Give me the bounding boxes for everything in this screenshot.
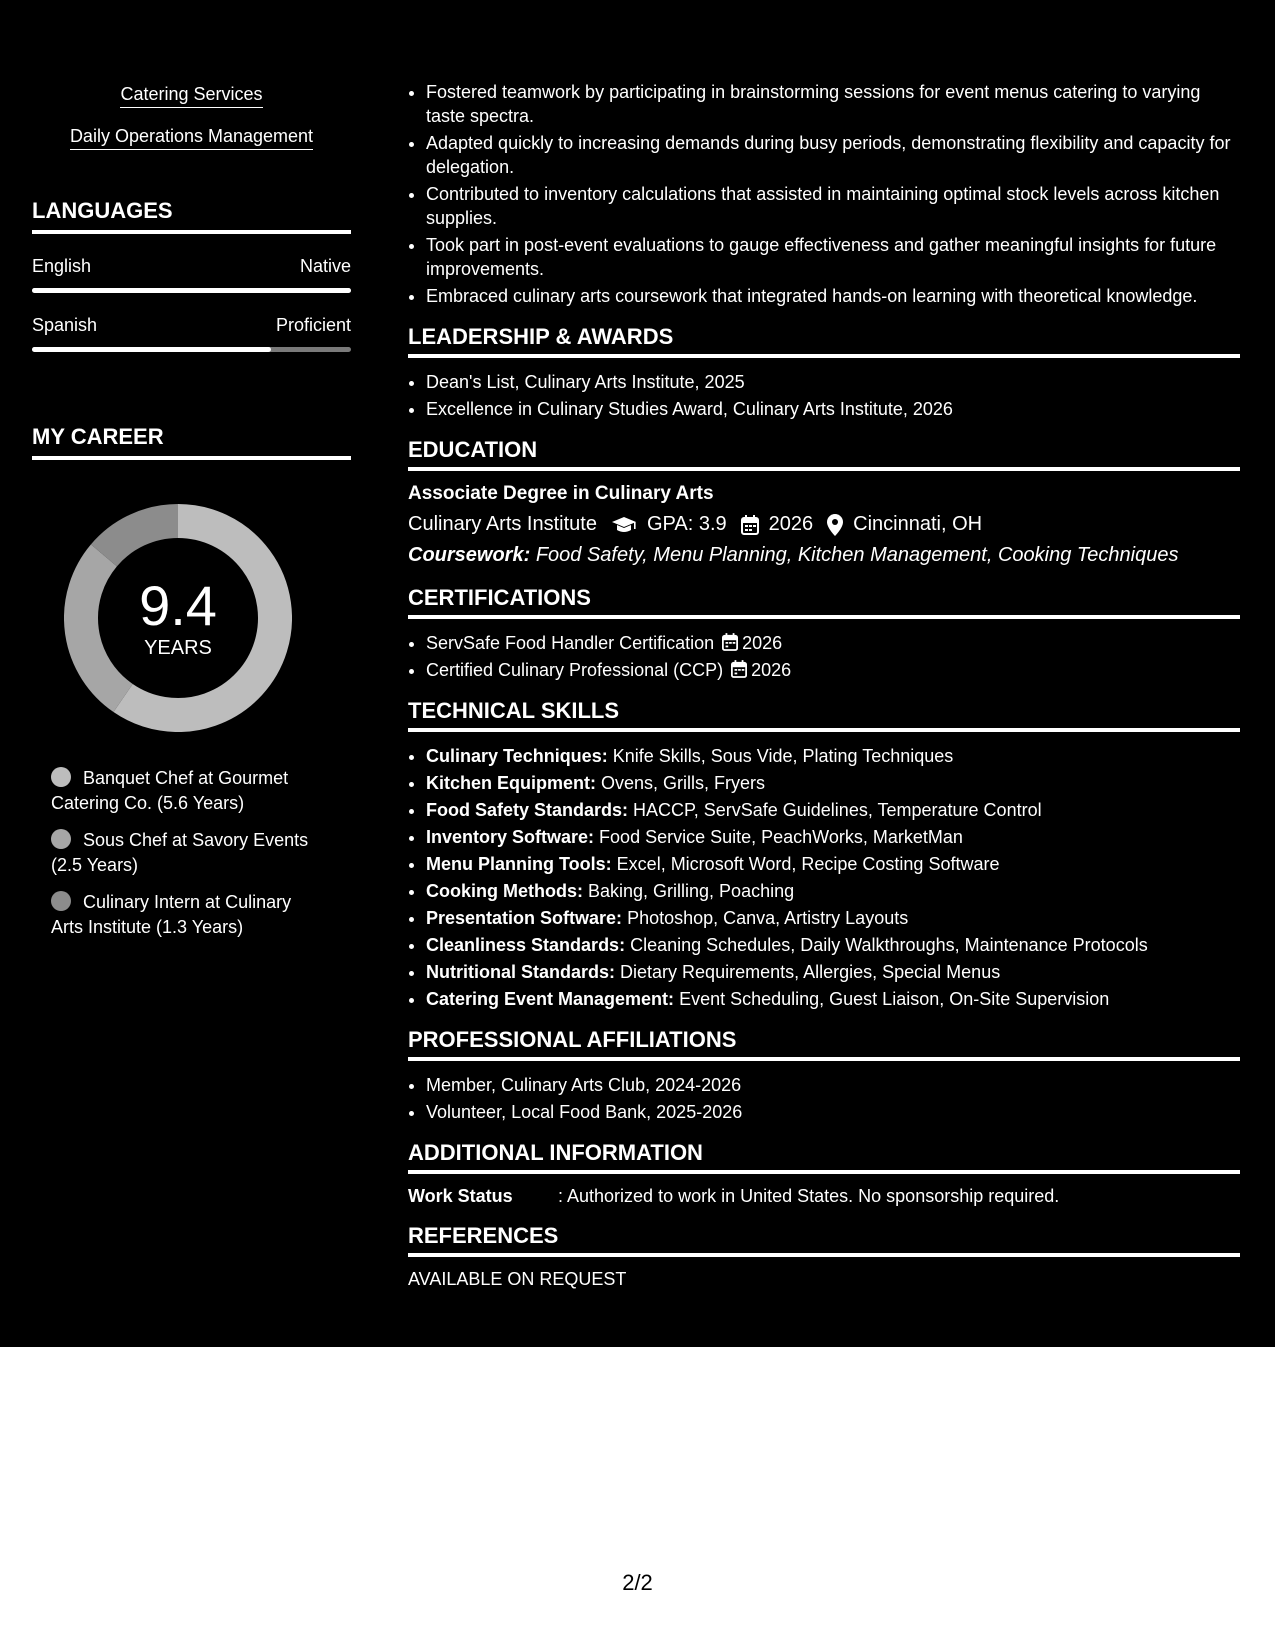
certification-item — [426, 631, 1240, 655]
technical-skill-item — [426, 744, 1240, 768]
experience-bullet: • Contributed to inventory calculations that assisted in maintaining optimal stock levels across kitchen supplies. — [426, 182, 1240, 230]
leadership-item: • Excellence in Culinary Studies Award, Culinary Arts Institute, 2026 — [426, 397, 1240, 421]
certification-name: ServSafe Food Handler Certification — [426, 633, 715, 653]
technical-skill-item — [426, 771, 1240, 795]
calendar-icon — [741, 515, 759, 535]
career-donut-chart — [64, 504, 292, 732]
education-location: Cincinnati, OH — [853, 513, 983, 535]
coursework-value: Food Safety, Menu Planning, Kitchen Management, Cooking Techniques — [535, 544, 1179, 566]
career-legend — [51, 766, 321, 940]
technical-skill-item — [426, 960, 1240, 984]
experience-bullet: • Adapted quickly to increasing demands during busy periods, demonstrating flexibility and capacity for delegation. — [426, 131, 1240, 179]
skill-category: Catering Event Management: — [426, 989, 675, 1009]
languages-heading: LANGUAGES — [32, 198, 351, 234]
skill-values: Excel, Microsoft Word, Recipe Costing Software — [616, 854, 1000, 874]
leadership-list — [408, 370, 1240, 421]
career-total-value: 9.4 — [139, 573, 217, 637]
skill-values: Food Service Suite, PeachWorks, MarketMan — [599, 827, 963, 847]
career-legend-label: Banquet Chef at Gourmet Catering Co. (5.6 Years) — [51, 768, 289, 813]
skill-values: Cleaning Schedules, Daily Walkthroughs, Maintenance Protocols — [630, 935, 1148, 955]
career-legend-item — [51, 890, 321, 940]
technical-skills-heading: TECHNICAL SKILLS — [408, 698, 1240, 732]
language-name: Spanish — [32, 315, 98, 335]
skill-item — [32, 126, 351, 150]
education-heading: EDUCATION — [408, 437, 1240, 471]
experience-bullet: • Fostered teamwork by participating in brainstorming sessions for event menus catering to varying taste spectra. — [426, 80, 1240, 128]
language-bar — [32, 288, 351, 293]
language-bar-fill — [32, 288, 351, 293]
technical-skill-item — [426, 987, 1240, 1011]
experience-bullets — [408, 80, 1240, 308]
legend-dot-icon — [51, 891, 71, 911]
language-bar-fill — [32, 347, 271, 352]
affiliations-heading: PROFESSIONAL AFFILIATIONS — [408, 1027, 1240, 1061]
sidebar — [32, 84, 351, 952]
technical-skills-list — [408, 744, 1240, 1011]
career-legend-item — [51, 828, 321, 878]
career-heading: MY CAREER — [32, 424, 351, 460]
additional-info-heading: ADDITIONAL INFORMATION — [408, 1140, 1240, 1174]
skill-category: Food Safety Standards: — [426, 800, 629, 820]
career-total-unit: YEARS — [144, 636, 212, 659]
calendar-icon — [731, 660, 747, 678]
certification-name: Certified Culinary Professional (CCP) — [426, 660, 724, 680]
location-pin-icon — [827, 514, 843, 536]
language-level: Native — [299, 256, 351, 276]
skill-category: Nutritional Standards: — [426, 962, 616, 982]
main-content — [408, 80, 1240, 1290]
certifications-list — [408, 631, 1240, 682]
technical-skill-item — [426, 879, 1240, 903]
education-coursework — [408, 544, 1240, 567]
language-bar — [32, 347, 351, 352]
legend-dot-icon — [51, 829, 71, 849]
certification-year: 2026 — [742, 633, 783, 653]
skill-values: Dietary Requirements, Allergies, Special Menus — [620, 962, 1001, 982]
skill-category: Inventory Software: — [426, 827, 595, 847]
career-legend-item — [51, 766, 321, 816]
technical-skill-item — [426, 906, 1240, 930]
affiliation-item: • Volunteer, Local Food Bank, 2025-2026 — [426, 1100, 1240, 1124]
references-heading: REFERENCES — [408, 1223, 1240, 1257]
technical-skill-item — [426, 798, 1240, 822]
affiliation-item: • Member, Culinary Arts Club, 2024-2026 — [426, 1073, 1240, 1097]
certifications-heading: CERTIFICATIONS — [408, 585, 1240, 619]
page-number: 2/2 — [622, 1570, 653, 1595]
experience-bullet: • Took part in post-event evaluations to gauge effectiveness and gather meaningful insights for future improvements. — [426, 233, 1240, 281]
certification-item — [426, 658, 1240, 682]
language-name: English — [32, 256, 92, 276]
calendar-icon — [722, 633, 738, 651]
education-school: Culinary Arts Institute — [408, 513, 597, 535]
skill-values: Knife Skills, Sous Vide, Plating Techniques — [612, 746, 954, 766]
skill-category: Cooking Methods: — [426, 881, 583, 901]
work-status-value: : Authorized to work in United States. No sponsorship required. — [558, 1186, 1060, 1206]
work-status-row — [408, 1186, 1240, 1207]
technical-skill-item — [426, 852, 1240, 876]
language-item-spanish — [32, 315, 351, 352]
skill-category: Presentation Software: — [426, 908, 623, 928]
skill-category: Culinary Techniques: — [426, 746, 608, 766]
skill-values: Photoshop, Canva, Artistry Layouts — [627, 908, 909, 928]
graduation-cap-icon — [611, 516, 637, 534]
education-meta — [408, 513, 1240, 536]
skill-values: Baking, Grilling, Poaching — [588, 881, 795, 901]
education-year: 2026 — [768, 513, 814, 535]
skill-category: Menu Planning Tools: — [426, 854, 612, 874]
career-legend-label: Culinary Intern at Culinary Arts Institute (1.3 Years) — [51, 892, 292, 937]
skill-values: Event Scheduling, Guest Liaison, On-Site Supervision — [679, 989, 1110, 1009]
career-legend-label: Sous Chef at Savory Events (2.5 Years) — [51, 830, 309, 875]
skill-label: Catering Services — [120, 84, 262, 108]
experience-bullet: • Embraced culinary arts coursework that integrated hands-on learning with theoretical knowledge. — [426, 284, 1240, 308]
technical-skill-item — [426, 933, 1240, 957]
skill-values: HACCP, ServSafe Guidelines, Temperature Control — [633, 800, 1042, 820]
work-status-label: Work Status — [408, 1186, 513, 1206]
skill-label: Daily Operations Management — [70, 126, 313, 150]
language-level: Proficient — [275, 315, 351, 335]
coursework-label: Coursework: — [408, 544, 531, 566]
leadership-item: • Dean's List, Culinary Arts Institute, 2025 — [426, 370, 1240, 394]
leadership-heading: LEADERSHIP & AWARDS — [408, 324, 1240, 358]
legend-dot-icon — [51, 767, 71, 787]
language-item-english — [32, 256, 351, 293]
technical-skill-item — [426, 825, 1240, 849]
skill-values: Ovens, Grills, Fryers — [601, 773, 766, 793]
skill-category: Cleanliness Standards: — [426, 935, 626, 955]
skill-category: Kitchen Equipment: — [426, 773, 596, 793]
education-gpa: GPA: 3.9 — [646, 513, 727, 535]
skill-item — [32, 84, 351, 108]
references-text: AVAILABLE ON REQUEST — [408, 1269, 627, 1289]
affiliations-list — [408, 1073, 1240, 1124]
education-degree: Associate Degree in Culinary Arts — [408, 483, 714, 504]
certification-year: 2026 — [751, 660, 792, 680]
